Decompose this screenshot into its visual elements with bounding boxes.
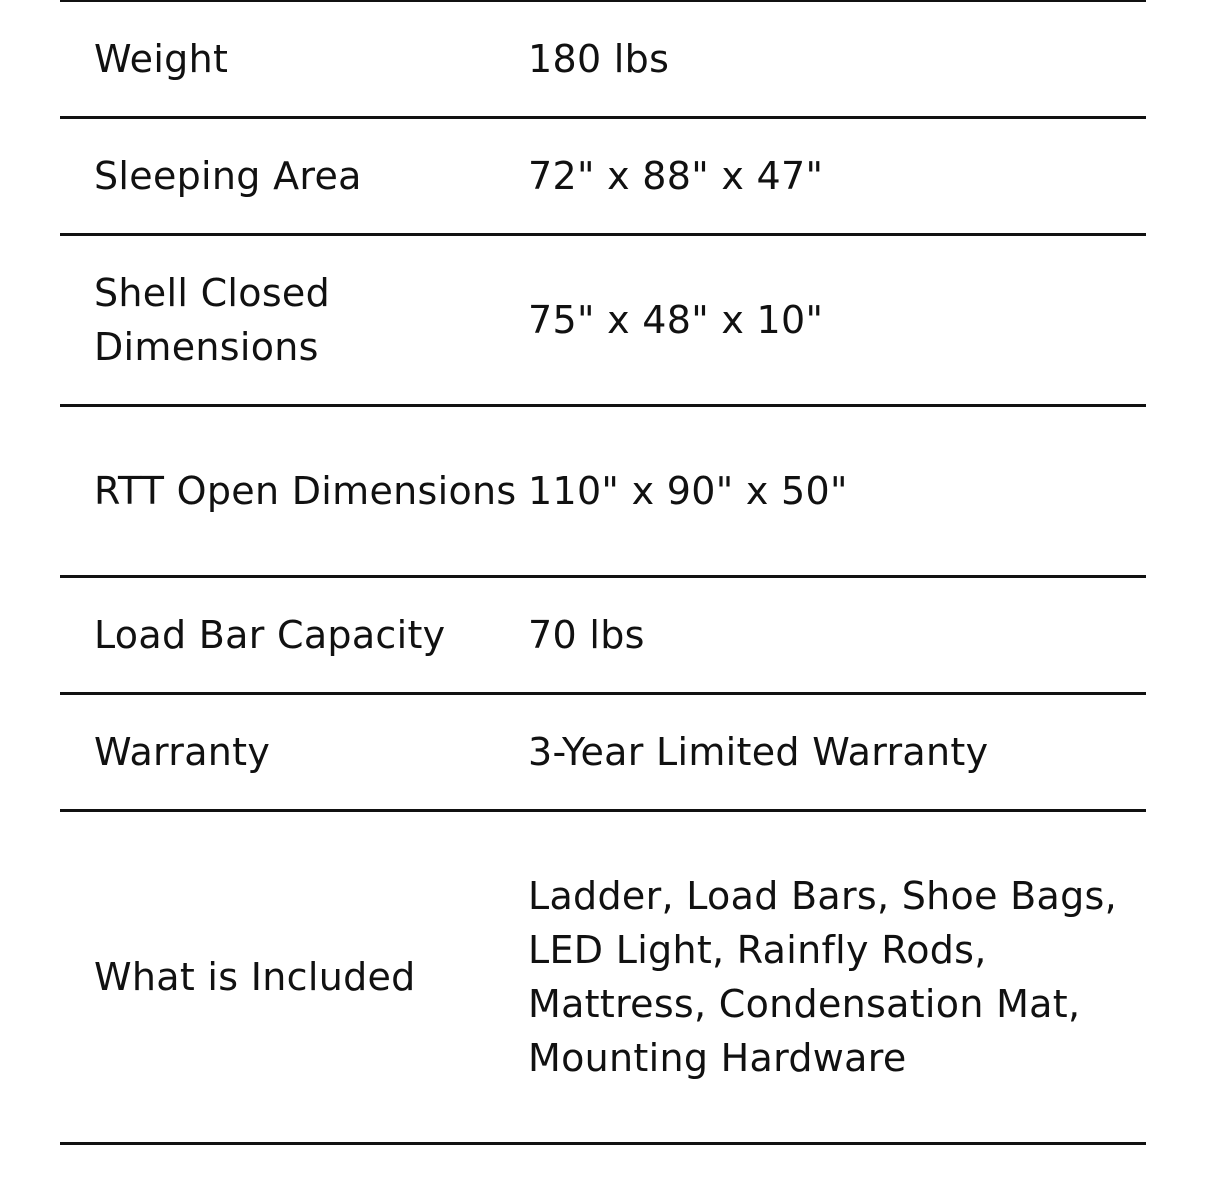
spec-table [60,0,1146,1145]
spec-row-load-bar-capacity [60,577,1146,694]
spec-label: Load Bar Capacity [94,613,446,657]
spec-value: 110" x 90" x 50" [528,469,848,513]
spec-row-weight [60,1,1146,118]
spec-value: 70 lbs [528,613,645,657]
spec-row-shell-closed-dimensions [60,235,1146,406]
spec-label: Sleeping Area [94,154,362,198]
spec-row-warranty [60,694,1146,811]
spec-value: 72" x 88" x 47" [528,154,824,198]
spec-value: 180 lbs [528,37,670,81]
spec-label: What is Included [94,955,416,999]
spec-row-rtt-open-dimensions [60,406,1146,577]
spec-value: Ladder, Load Bars, Shoe Bags, LED Light, Rainfly Rods, Mattress, Condensation Mat, Mounting Hardware [528,874,1117,1080]
spec-label: RTT Open Dimensions [94,469,517,513]
spec-value: 75" x 48" x 10" [528,298,824,342]
spec-label: Warranty [94,730,271,774]
spec-value: 3-Year Limited Warranty [528,730,989,774]
spec-label: Weight [94,37,229,81]
spec-label: Shell Closed Dimensions [94,271,331,369]
spec-row-what-is-included [60,811,1146,1144]
spec-row-sleeping-area [60,118,1146,235]
